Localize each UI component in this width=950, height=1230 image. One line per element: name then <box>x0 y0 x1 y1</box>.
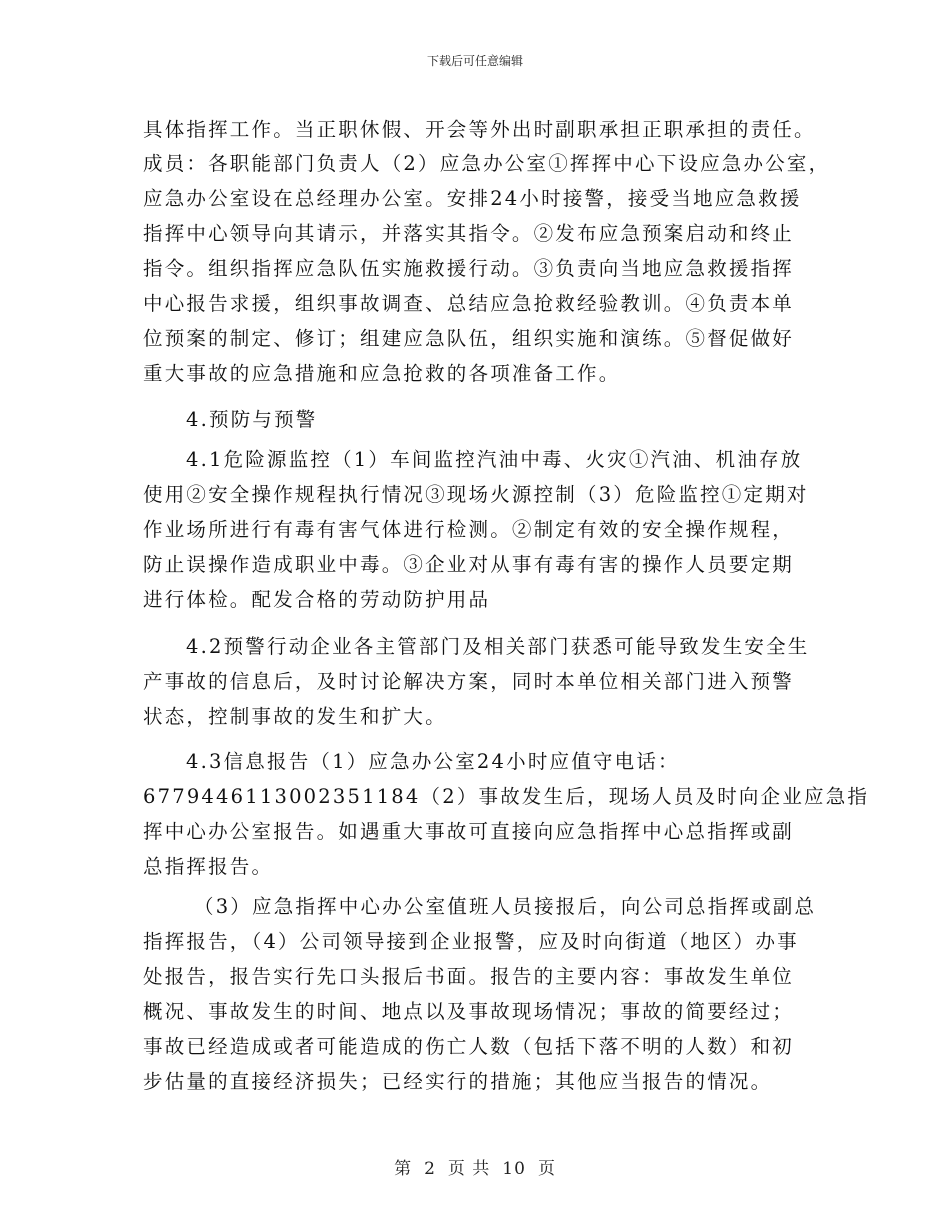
body-line: 概况、事故发生的时间、地点以及事故现场情况；事故的简要经过； <box>143 1000 795 1023</box>
body-line: 总指挥报告。 <box>143 855 274 878</box>
total-pages: 10 <box>502 1159 526 1179</box>
footer-prefix: 第 <box>394 1159 413 1179</box>
body-line: 状态，控制事故的发生和扩大。 <box>143 705 447 728</box>
body-line: 事故已经造成或者可能造成的伤亡人数（包括下落不明的人数）和初 <box>143 1035 795 1058</box>
body-line: 指挥中心领导向其请示，并落实其指令。②发布应急预案启动和终止 <box>143 222 795 245</box>
page-footer <box>0 1154 950 1179</box>
section-heading: 4.预防与预警 <box>186 408 318 431</box>
body-line: 指令。组织指挥应急队伍实施救援行动。③负责向当地应急救援指挥 <box>143 257 795 280</box>
body-line: 使用②安全操作规程执行情况③现场火源控制（3）危险监控①定期对 <box>143 483 809 506</box>
footer-suffix: 页 <box>537 1159 556 1179</box>
body-line: 4.1危险源监控（1）车间监控汽油中毒、火灾①汽油、机油存放 <box>186 448 803 471</box>
page-number: 2 <box>424 1159 436 1179</box>
body-line: 位预案的制定、修订；组建应急队伍，组织实施和演练。⑤督促做好 <box>143 327 795 350</box>
footer-middle: 页 共 <box>447 1159 491 1179</box>
body-line: 中心报告求援，组织事故调查、总结应急抢救经验教训。④负责本单 <box>143 292 795 315</box>
body-line: 挥中心办公室报告。如遇重大事故可直接向应急指挥中心总指挥或副 <box>143 820 795 843</box>
body-line: 产事故的信息后，及时讨论解决方案，同时本单位相关部门进入预警 <box>143 670 795 693</box>
body-line: 进行体检。配发合格的劳动防护用品 <box>143 588 491 611</box>
body-line: 重大事故的应急措施和应急抢救的各项准备工作。 <box>143 362 621 385</box>
page-header: 下载后可任意编辑 <box>426 54 523 68</box>
body-line: 应急办公室设在总经理办公室。安排24小时接警，接受当地应急救援 <box>143 187 802 210</box>
body-line: 作业场所进行有毒有害气体进行检测。②制定有效的安全操作规程， <box>143 518 795 541</box>
body-line: 处报告，报告实行先口头报后书面。报告的主要内容：事故发生单位 <box>143 965 795 988</box>
body-line: 4.2预警行动企业各主管部门及相关部门获悉可能导致发生安全生 <box>186 635 810 658</box>
body-line: 成员：各职能部门负责人（2）应急办公室①挥挥中心下设应急办公室， <box>143 152 831 175</box>
body-line: 具体指挥工作。当正职休假、开会等外出时副职承担正职承担的责任。 <box>143 118 816 141</box>
body-line: 6779446113002351184（2）事故发生后，现场人员及时向企业应急指 <box>143 785 870 808</box>
body-line: 防止误操作造成职业中毒。③企业对从事有毒有害的操作人员要定期 <box>143 553 795 576</box>
body-line: 4.3信息报告（1）应急办公室24小时应值守电话： <box>186 750 680 773</box>
body-line: 步估量的直接经济损失；已经实行的措施；其他应当报告的情况。 <box>143 1070 773 1093</box>
body-line: （3）应急指挥中心办公室值班人员接报后，向公司总指挥或副总 <box>194 895 817 918</box>
body-line: 指挥报告，（4）公司领导接到企业报警，应及时向街道（地区）办事 <box>143 930 799 953</box>
